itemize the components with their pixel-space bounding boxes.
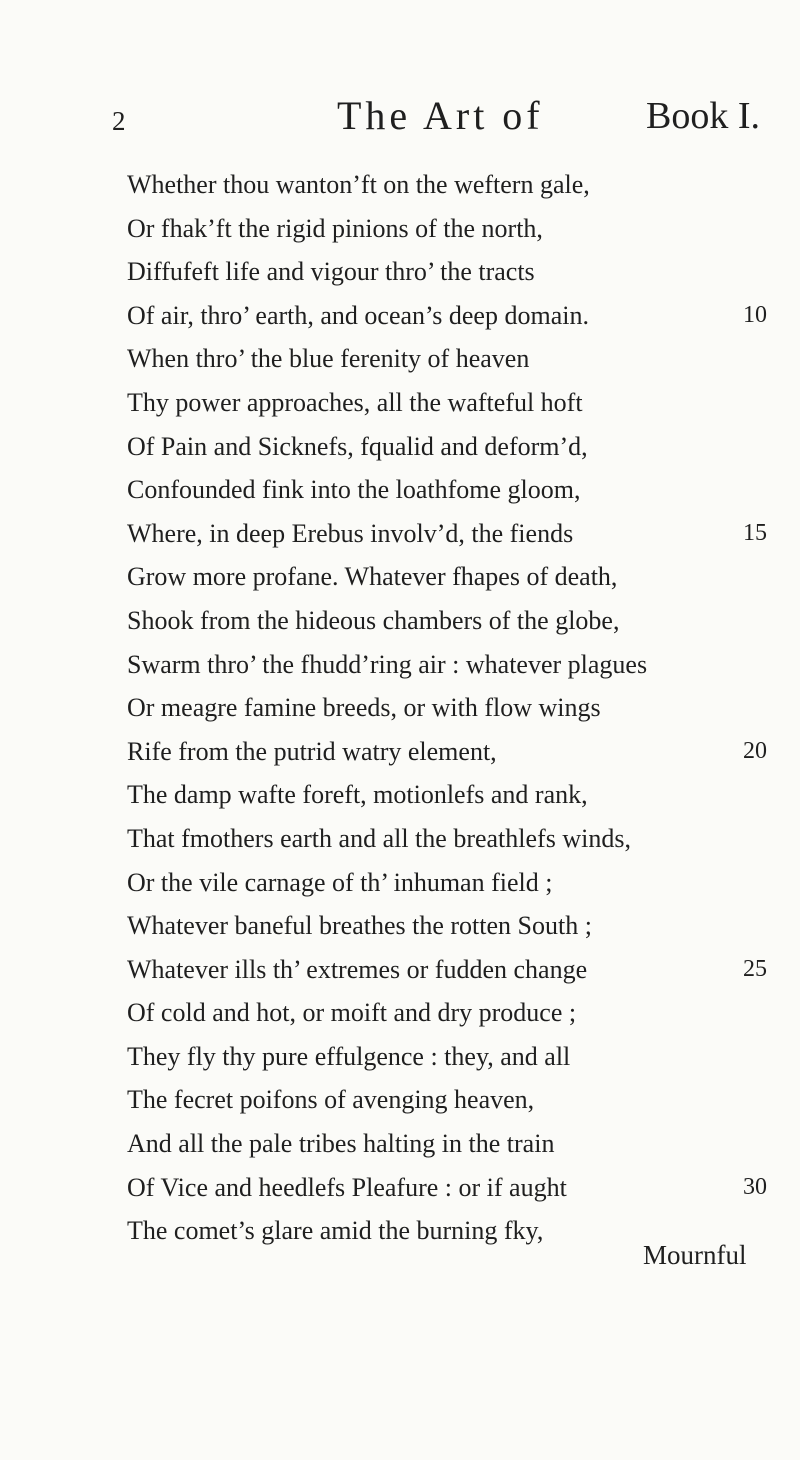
poem-line-text: Or the vile carnage of th’ inhuman field ; [127, 867, 553, 897]
poem-line [127, 948, 767, 992]
poem-line [127, 250, 767, 294]
poem-line [127, 817, 767, 861]
poem-line-text: Of Pain and Sicknefs, fqualid and deform’d, [127, 431, 588, 461]
poem-line-text: The damp wafte foreft, motionlefs and rank, [127, 780, 588, 810]
poem-text [127, 163, 767, 1253]
poem-line [127, 861, 767, 905]
poem-line-text: Shook from the hideous chambers of the globe, [127, 605, 620, 635]
poem-line [127, 468, 767, 512]
line-number: 25 [743, 955, 767, 982]
catchword: Mournful [643, 1240, 747, 1270]
poem-line [127, 1122, 767, 1166]
poem-line [127, 294, 767, 338]
poem-line [127, 381, 767, 425]
poem-line [127, 991, 767, 1035]
poem-line [127, 599, 767, 643]
poem-line-text: Swarm thro’ the fhudd’ring air : whatever plagues [127, 649, 648, 679]
poem-line-text: Of cold and hot, or moift and dry produce ; [127, 998, 577, 1028]
poem-line-text: Grow more profane. Whatever fhapes of death, [127, 562, 618, 592]
page-number: 2 [112, 106, 126, 136]
poem-line [127, 512, 767, 556]
poem-line-text: Whether thou wanton’ft on the weftern gale, [127, 170, 590, 199]
poem-line [127, 643, 767, 687]
poem-line [127, 730, 767, 774]
poem-line-text: Rife from the putrid watry element, [127, 736, 497, 766]
poem-line-text: Diffufeft life and vigour thro’ the tracts [127, 257, 535, 287]
poem-line-text: Whatever baneful breathes the rotten South ; [127, 911, 592, 941]
poem-line-text: Whatever ills th’ extremes or fudden change [127, 954, 588, 984]
page-header [0, 92, 800, 152]
poem-line-text: Of Vice and heedlefs Pleafure : or if aught [127, 1172, 567, 1202]
poem-line-text: The fecret poifons of avenging heaven, [127, 1085, 535, 1115]
running-title: The Art of [337, 93, 544, 138]
poem-line [127, 207, 767, 251]
poem-line [127, 904, 767, 948]
poem-line-text: Where, in deep Erebus involv’d, the fiends [127, 518, 574, 548]
poem-line-text: Thy power approaches, all the wafteful hoft [127, 387, 583, 417]
poem-line-text: Or fhak’ft the rigid pinions of the north, [127, 213, 543, 243]
poem-line [127, 425, 767, 469]
poem-line [127, 1078, 767, 1122]
poem-line [127, 773, 767, 817]
poem-line [127, 163, 767, 207]
line-number: 30 [743, 1173, 767, 1200]
poem-line-text: They fly thy pure effulgence : they, and all [127, 1041, 571, 1071]
poem-line-text: Or meagre famine breeds, or with flow wings [127, 693, 601, 723]
poem-line [127, 686, 767, 730]
line-number: 20 [743, 737, 767, 764]
poem-line-text: That fmothers earth and all the breathlefs winds, [127, 823, 631, 853]
poem-line-text: The comet’s glare amid the burning fky, [127, 1216, 544, 1246]
poem-line-text: When thro’ the blue ferenity of heaven [127, 344, 530, 374]
book-label: Book I. [646, 95, 760, 137]
poem-line [127, 555, 767, 599]
poem-line-text: And all the pale tribes halting in the train [127, 1129, 555, 1159]
poem-line [127, 1035, 767, 1079]
poem-line [127, 337, 767, 381]
poem-line-text: Of air, thro’ earth, and ocean’s deep domain. [127, 300, 589, 330]
poem-line-text: Confounded fink into the loathfome gloom, [127, 475, 581, 505]
line-number: 15 [743, 519, 767, 546]
poem-line [127, 1166, 767, 1210]
line-number: 10 [743, 301, 767, 328]
